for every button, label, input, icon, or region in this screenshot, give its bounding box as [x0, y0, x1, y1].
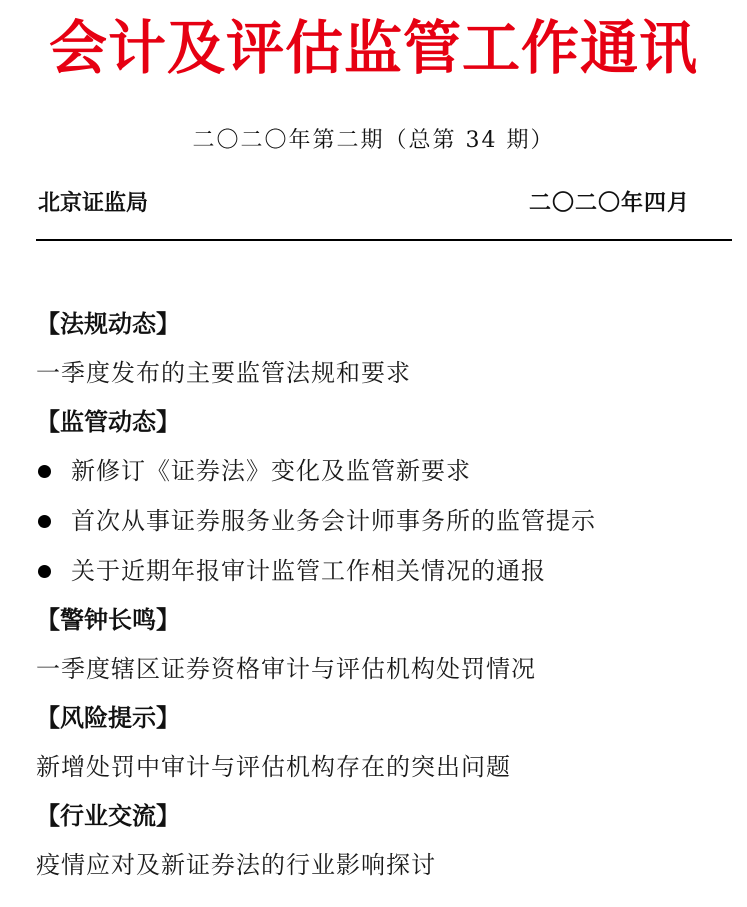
publication-meta [38, 186, 690, 220]
article-title: 新修订《证券法》变化及监管新要求 [71, 457, 471, 485]
publication-date: 二〇二〇年四月 [528, 190, 690, 216]
article-entry: 一季度发布的主要监管法规和要求 [36, 359, 411, 387]
newsletter-masthead: 会计及评估监管工作通讯 [48, 14, 698, 82]
article-title: 首次从事证券服务业务会计师事务所的监管提示 [71, 507, 596, 535]
article-entry: 疫情应对及新证券法的行业影响探讨 [36, 851, 436, 879]
table-of-contents [36, 300, 736, 890]
section-heading: 【警钟长鸣】 [36, 605, 180, 634]
article-title: 关于近期年报审计监管工作相关情况的通报 [71, 557, 546, 585]
section-heading: 【法规动态】 [36, 309, 180, 338]
bullet-icon [38, 565, 51, 578]
bullet-icon [38, 465, 51, 478]
bulleted-article-entry [36, 446, 736, 496]
article-entry: 新增处罚中审计与评估机构存在的突出问题 [36, 753, 511, 781]
issue-number: 二〇二〇年第二期（总第 34 期） [192, 128, 555, 153]
article-entry: 一季度辖区证券资格审计与评估机构处罚情况 [36, 655, 536, 683]
section-heading: 【监管动态】 [36, 407, 180, 436]
section-heading: 【行业交流】 [36, 801, 180, 830]
bullet-icon [38, 515, 51, 528]
header-divider [36, 239, 732, 241]
bulleted-article-entry [36, 546, 736, 596]
bulleted-article-entry [36, 496, 736, 546]
issuer-name: 北京证监局 [38, 190, 149, 216]
section-heading: 【风险提示】 [36, 703, 180, 732]
